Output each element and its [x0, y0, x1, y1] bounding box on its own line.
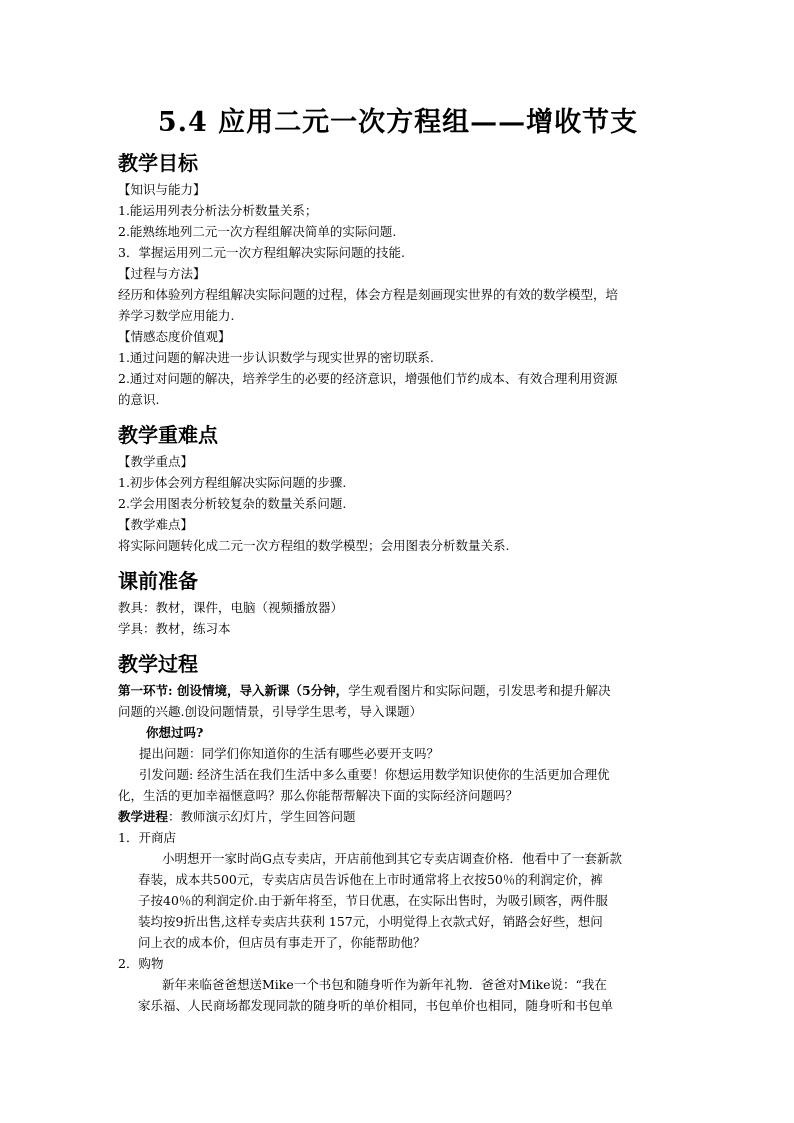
method-heading: 【过程与方法】 [118, 266, 206, 281]
goal-line: 2.能熟练地列二元一次方程组解决简单的实际问题. [118, 224, 397, 239]
step1-text: 学生观看图片和实际问题，引发思考和提升解决 [348, 683, 611, 698]
step1-line-2: 问题的兴趣.创设问题情景，引导学生思考，导入课题） [118, 704, 422, 719]
progress-text: ：教师演示幻灯片，学生回答问题 [168, 809, 356, 824]
goal-line: 经历和体验列方程组解决实际问题的过程，体会方程是刻画现实世界的有效的数学模型，培 [118, 287, 619, 302]
ask-line: 提出问题：同学们你知道你的生活有哪些必要开支吗？ [139, 746, 440, 761]
section-heading-prep: 课前准备 [118, 569, 198, 593]
section-heading-goals: 教学目标 [118, 151, 198, 175]
progress-line [118, 808, 678, 825]
goal-line: 1.通过问题的解决进一步认识数学与现实世界的密切联系. [118, 350, 434, 365]
shop-line: 春装，成本共500元，专卖店店员告诉他在上市时通常将上衣按50％的利润定价，裤 [138, 872, 603, 887]
progress-label: 教学进程 [118, 809, 169, 824]
prep-student: 学具：教材，练习本 [118, 621, 231, 636]
shop-line: 问上衣的成本价，但店员有事走开了，你能帮助他？ [138, 935, 426, 950]
shop-line: 子按40％的利润定价.由于新年将至，节日优惠，在实际出售时，为吸引顾客，两件服 [138, 893, 608, 908]
buy-line: 新年来临爸爸想送Mike一个书包和随身听作为新年礼物．爸爸对Mike说：“我在 [162, 977, 607, 992]
document-title: 5.4 应用二元一次方程组——增收节支 [157, 107, 639, 138]
shop-heading: 1．开商店 [118, 830, 176, 845]
section-heading-process: 教学过程 [118, 652, 198, 676]
lead-line: 引发问题: 经济生活在我们生活中多么重要！你想运用数学知识使你的生活更加合理优 [139, 767, 610, 782]
buy-line: 家乐福、人民商场都发现同款的随身听的单价相同，书包单价也相同，随身听和书包单 [138, 998, 614, 1013]
section-heading-keypoints: 教学重难点 [118, 423, 218, 447]
prep-teacher: 教具：教材，课件，电脑（视频播放器） [118, 600, 344, 615]
lead-line-2: 化，生活的更加幸福惬意吗？那么你能帮帮解决下面的实际经济问题吗？ [118, 788, 519, 803]
goal-line: 2.通过对问题的解决，培养学生的必要的经济意识，增强他们节约成本、有效合理利用资源 [118, 371, 618, 386]
attitude-heading: 【情感态度价值观】 [118, 329, 231, 344]
difficulty-line: 将实际问题转化成二元一次方程组的数学模型；会用图表分析数量关系. [118, 538, 510, 553]
goal-line: 3．掌握运用列二元一次方程组解决实际问题的技能. [118, 245, 405, 260]
keypoint-line: 1.初步体会列方程组解决实际问题的步骤. [118, 475, 347, 490]
key-heading: 【教学重点】 [118, 454, 194, 469]
difficulty-heading: 【教学难点】 [118, 517, 194, 532]
buy-heading: 2．购物 [118, 956, 164, 971]
goal-line: 1.能运用列表分析法分析数量关系； [118, 203, 318, 218]
shop-line: 装均按9折出售,这样专卖店共获利 157元，小明觉得上衣款式好，销路会好些，想问 [138, 914, 603, 929]
goal-line: 的意识. [118, 392, 160, 407]
question-title: 你想过吗? [146, 725, 204, 740]
knowledge-heading: 【知识与能力】 [118, 182, 206, 197]
goal-line: 养学习数学应用能力. [118, 308, 235, 323]
step1-line [118, 682, 678, 699]
step1-label: 第一环节: 创设情境，导入新课（5分钟， [118, 683, 349, 698]
shop-line: 小明想开一家时尚G点专卖店，开店前他到其它专卖店调查价格．他看中了一套新款 [162, 851, 622, 866]
keypoint-line: 2.学会用图表分析较复杂的数量关系问题. [118, 496, 347, 511]
